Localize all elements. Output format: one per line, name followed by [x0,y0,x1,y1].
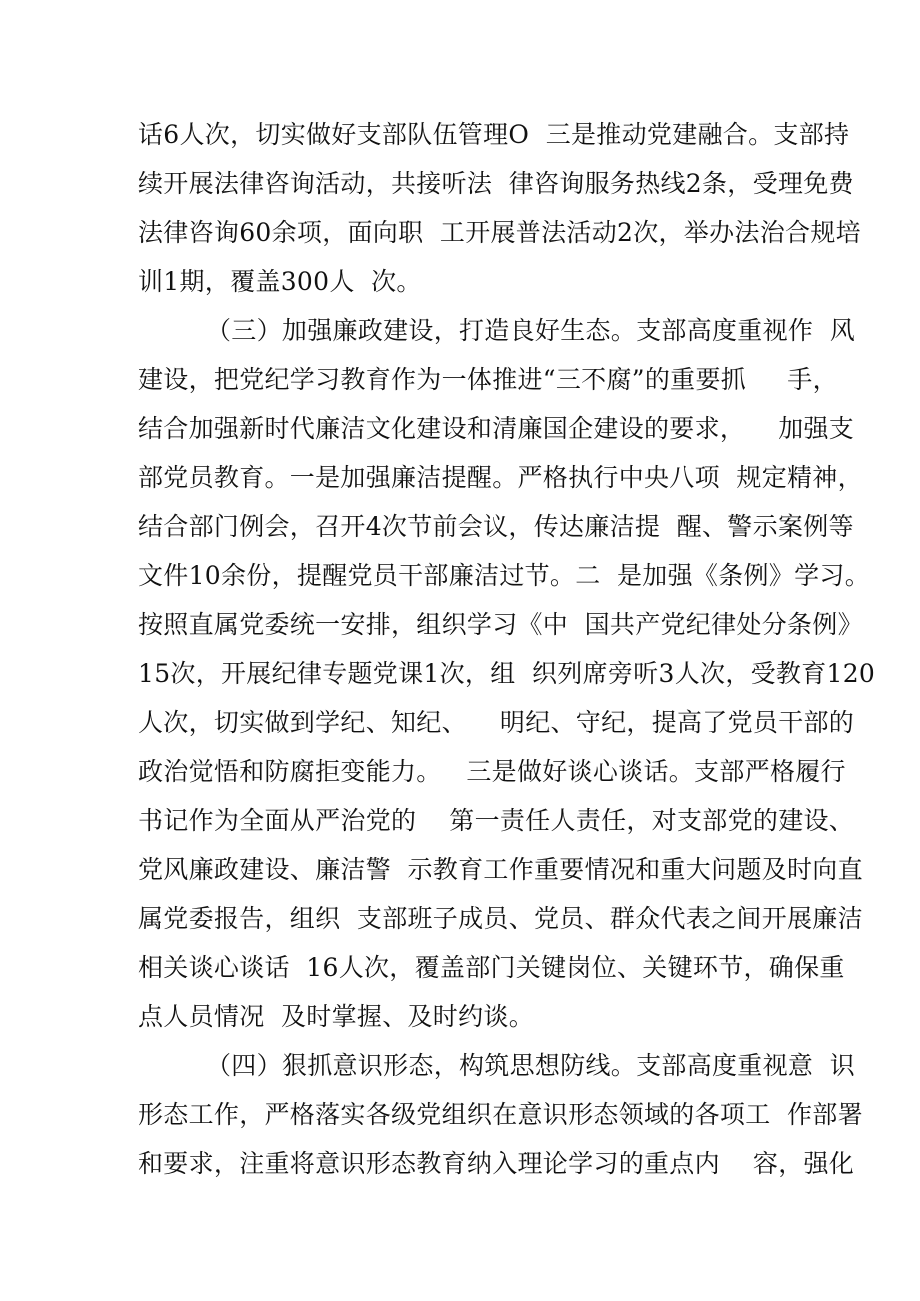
text-line: 形态工作，严格落实各级党组织在意识形态领域的各项工 作部署 [138,1100,863,1129]
text-line: 建设，把党纪学习教育作为一体推进“三不腐”的重要抓 手， [138,365,838,394]
text-line: 法律咨询60余项，面向职 工开展普法活动2次，举办法治合规培 [138,218,861,247]
paragraph-heading-4: （四）狠抓意识形态，构筑思想防线。支部高度重视意 识 [206,1051,855,1080]
text-line: 续开展法律咨询活动，共接听法 律咨询服务热线2条，受理免费 [138,169,854,198]
text-line: 结合部门例会，召开4次节前会议，传达廉洁提 醒、警示案例等 [138,512,854,541]
text-line: 属党委报告，组织 支部班子成员、党员、群众代表之间开展廉洁 [138,904,863,933]
text-line: 党风廉政建设、廉洁警 示教育工作重要情况和重大问题及时向直 [138,855,863,884]
text-line: 和要求，注重将意识形态教育纳入理论学习的重点内 容，强化 [138,1149,855,1178]
text-line: 人次，切实做到学纪、知纪、 明纪、守纪，提高了党员干部的 [138,708,855,737]
text-line: 结合加强新时代廉洁文化建设和清廉国企建设的要求， 加强支 [138,414,855,443]
text-line: 相关谈心谈话 16人次，覆盖部门关键岗位、关键环节，确保重 [138,953,845,982]
text-line: 书记作为全面从严治党的 第一责任人责任，对支部党的建设、 [138,806,855,835]
text-line: 部党员教育。一是加强廉洁提醒。严格执行中央八项 规定精神， [138,463,863,492]
paragraph-heading-3: （三）加强廉政建设，打造良好生态。支部高度重视作 风 [206,316,855,345]
text-line: 政治觉悟和防腐拒变能力。 三是做好谈心谈话。支部严格履行 [138,757,846,786]
text-line: 话6人次，切实做好支部队伍管理O 三是推动党建融合。支部持 [138,120,850,149]
text-line: 按照直属党委统一安排，组织学习《中 国共产党纪律处分条例》 [138,610,863,639]
text-line: 文件10余份，提醒党员干部廉洁过节。二 是加强《条例》学习。 [138,561,871,590]
text-line: 15次，开展纪律专题党课1次，组 织列席旁听3人次，受教育120 [138,659,876,688]
text-line: 训1期，覆盖300人 次。 [138,267,422,296]
text-line: 点人员情况 及时掌握、及时约谈。 [138,1002,534,1031]
